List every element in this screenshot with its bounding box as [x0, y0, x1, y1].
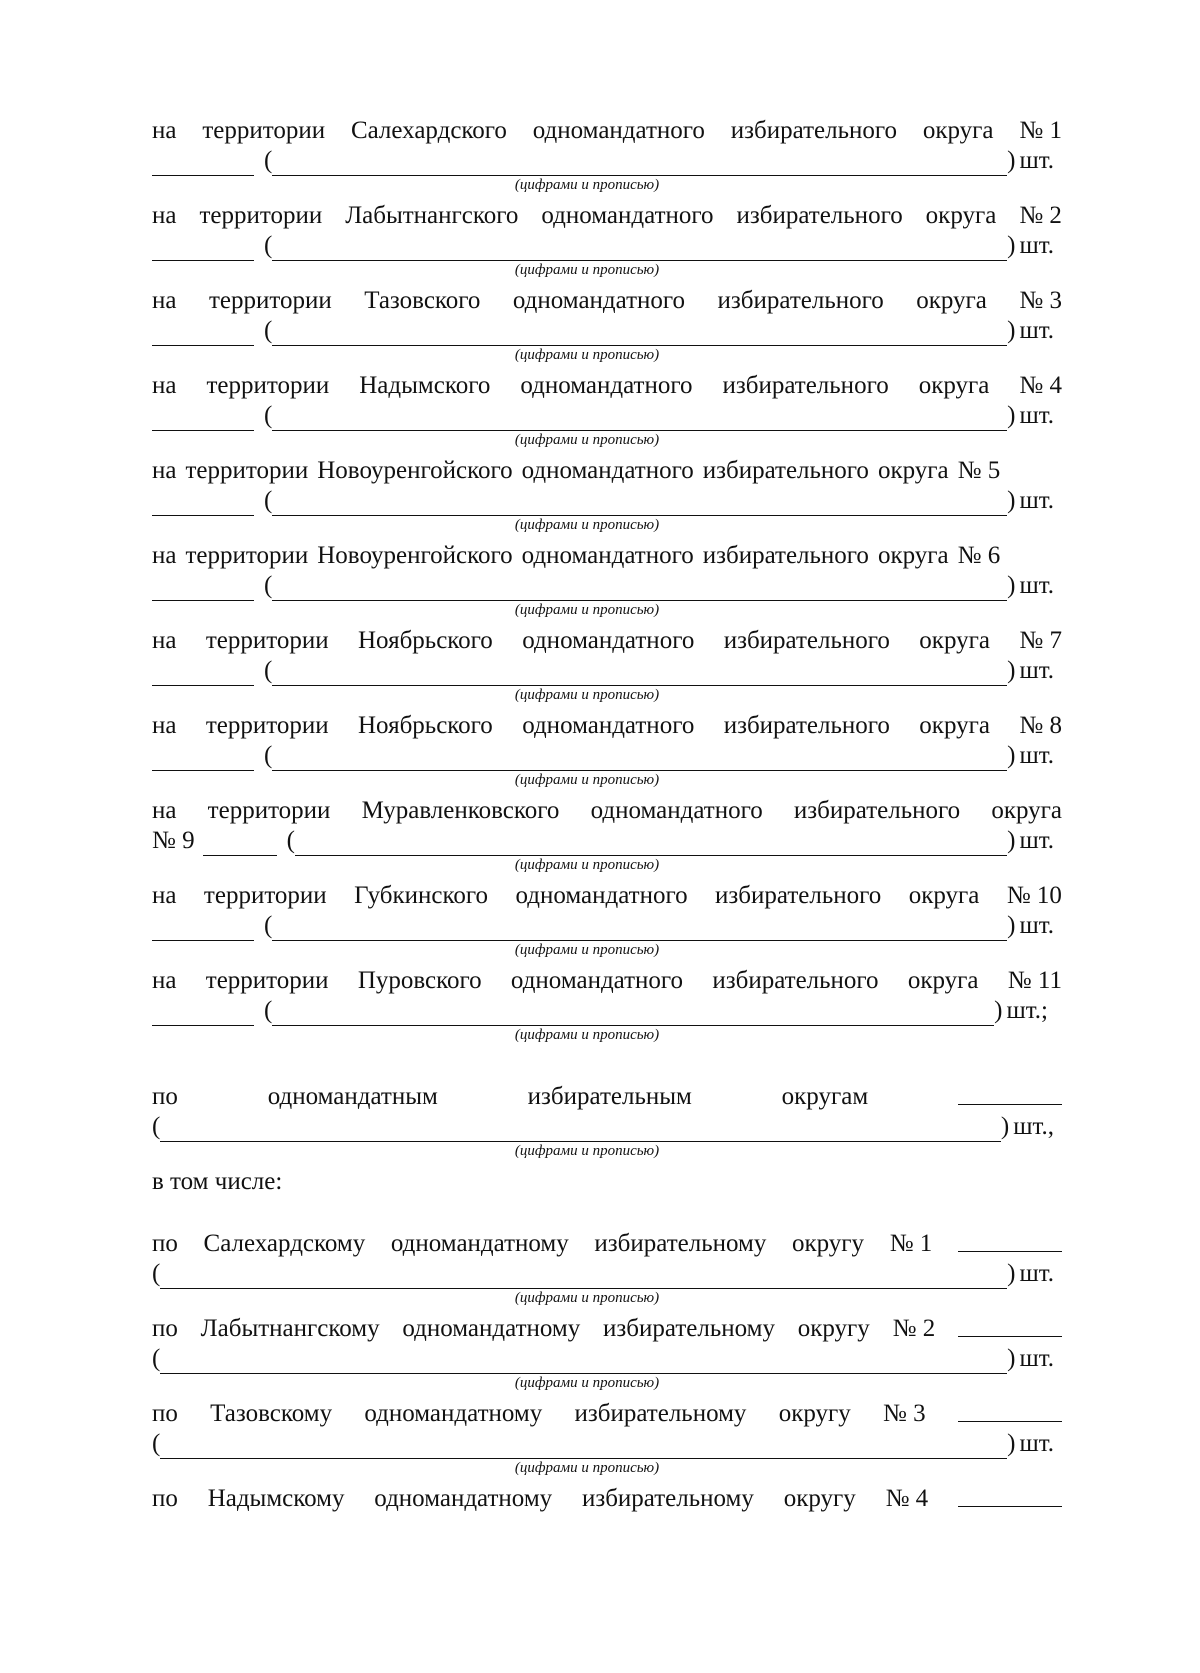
territory-entry	[152, 286, 1062, 371]
district-number: № 8	[1019, 712, 1062, 739]
open-paren: (	[152, 1430, 161, 1457]
entry-blank-line	[152, 1344, 1062, 1374]
word: одномандатному	[390, 1230, 569, 1257]
hint-text: (цифрами и прописью)	[514, 347, 660, 363]
entry-heading	[152, 711, 1062, 741]
word: территории	[205, 712, 329, 739]
word: территории	[205, 627, 329, 654]
entry-heading	[152, 116, 1062, 146]
words-blank[interactable]	[295, 833, 1007, 856]
word: округа	[916, 287, 987, 314]
word: Тазовскому	[210, 1400, 333, 1427]
words-blank[interactable]	[272, 238, 1007, 261]
number-blank[interactable]	[958, 1229, 1062, 1252]
word: одномандатного	[520, 372, 693, 399]
district-number: № 3	[883, 1400, 926, 1427]
word: Новоуренгойского	[317, 542, 513, 569]
unit-label: шт.	[1019, 147, 1054, 174]
territory-entry	[152, 626, 1062, 711]
words-blank[interactable]	[272, 748, 1007, 771]
unit-label: шт.	[1019, 1260, 1054, 1287]
word: одномандатного	[590, 797, 763, 824]
entry-blank-line	[152, 1259, 1062, 1289]
word: одномандатному	[374, 1485, 553, 1512]
number-blank[interactable]	[152, 1003, 254, 1026]
close-paren: )	[1007, 827, 1016, 854]
number-blank[interactable]	[152, 578, 254, 601]
word: на	[152, 372, 177, 399]
word: округу	[791, 1230, 865, 1257]
entry-heading	[152, 371, 1062, 401]
word: округа	[919, 627, 990, 654]
entry-heading	[152, 201, 1062, 231]
unit-label: шт.	[1019, 912, 1054, 939]
district-number: № 10	[1006, 882, 1062, 909]
close-paren: )	[1007, 657, 1016, 684]
word: Муравленковского	[361, 797, 560, 824]
hint-text: (цифрами и прописью)	[514, 857, 660, 873]
word: округа	[922, 117, 994, 144]
words-blank[interactable]	[272, 493, 1007, 516]
word: по	[152, 1315, 178, 1342]
entry-heading	[152, 1314, 1062, 1344]
unit-label: шт.;	[1006, 997, 1048, 1024]
open-paren: (	[152, 1345, 161, 1372]
open-paren: (	[264, 147, 273, 174]
territory-entry	[152, 116, 1062, 201]
open-paren: (	[286, 827, 295, 854]
number-blank[interactable]	[152, 663, 254, 686]
word: на	[152, 712, 177, 739]
territory-entry	[152, 456, 1062, 541]
close-paren: )	[1007, 147, 1016, 174]
entry-heading	[152, 456, 1062, 486]
district-number: № 2	[892, 1315, 936, 1342]
unit-label: шт.	[1019, 657, 1054, 684]
word: избирательного	[702, 542, 869, 569]
words-blank[interactable]	[160, 1351, 1007, 1374]
territory-entry	[152, 201, 1062, 286]
hint-text: (цифрами и прописью)	[514, 687, 660, 703]
close-paren: )	[1007, 572, 1016, 599]
word: округа	[919, 712, 990, 739]
district-entry	[152, 1484, 1062, 1524]
unit-label: шт.	[1019, 317, 1054, 344]
word: на	[152, 202, 177, 229]
word: территории	[199, 202, 323, 229]
open-paren: (	[152, 1113, 161, 1140]
hint-text: (цифрами и прописью)	[514, 772, 660, 788]
number-blank[interactable]	[958, 1314, 1062, 1337]
word: округа	[991, 797, 1062, 824]
close-paren: )	[1007, 912, 1016, 939]
word: Надымскому	[207, 1485, 345, 1512]
entry-blank-line	[152, 1429, 1062, 1459]
number-blank[interactable]	[152, 918, 254, 941]
word: на	[152, 542, 177, 569]
district-entry	[152, 1314, 1062, 1399]
number-blank[interactable]	[152, 238, 254, 261]
word: территории	[208, 287, 332, 314]
words-blank[interactable]	[272, 153, 1007, 176]
entry-heading	[152, 541, 1062, 571]
entry-blank-line	[152, 656, 1062, 686]
close-paren: )	[994, 997, 1003, 1024]
district-number: № 1	[1019, 117, 1062, 144]
unit-label: шт.	[1019, 827, 1054, 854]
entry-blank-line	[152, 486, 1062, 516]
territory-entry	[152, 966, 1062, 1051]
word: округа	[907, 967, 979, 994]
number-blank[interactable]	[152, 408, 254, 431]
word: избирательному	[594, 1230, 767, 1257]
hint-text: (цифрами и прописью)	[514, 432, 660, 448]
word: территории	[185, 457, 309, 484]
word: Салехардского	[350, 117, 507, 144]
word: округа	[908, 882, 980, 909]
close-paren: )	[1007, 232, 1016, 259]
district-entry	[152, 1229, 1062, 1314]
entry-heading	[152, 881, 1062, 911]
word: избирательного	[717, 287, 884, 314]
unit-label: шт.	[1019, 232, 1054, 259]
number-blank[interactable]	[958, 1399, 1062, 1422]
word: на	[152, 882, 177, 909]
number-blank[interactable]	[152, 153, 254, 176]
number-blank[interactable]	[203, 833, 277, 856]
territory-entry	[152, 796, 1062, 881]
open-paren: (	[264, 742, 273, 769]
word: одномандатного	[532, 117, 705, 144]
close-paren: )	[1007, 317, 1016, 344]
word: территории	[206, 372, 330, 399]
unit-label: шт.,	[1013, 1113, 1054, 1140]
word: по	[152, 1230, 178, 1257]
unit-label: шт.	[1019, 742, 1054, 769]
word: Надымского	[359, 372, 491, 399]
entry-blank-line	[152, 826, 1062, 856]
close-paren: )	[1000, 1113, 1010, 1140]
words-blank[interactable]	[272, 408, 1007, 431]
entry-blank-line	[152, 146, 1062, 176]
word: одномандатного	[522, 712, 695, 739]
number-blank[interactable]	[152, 323, 254, 346]
word: избирательного	[712, 967, 879, 994]
words-blank[interactable]	[272, 663, 1007, 686]
open-paren: (	[264, 317, 273, 344]
close-paren: )	[1007, 1430, 1016, 1457]
word: округа	[925, 202, 997, 229]
word: одномандатному	[364, 1400, 543, 1427]
including-label: в том числе:	[152, 1168, 283, 1195]
unit-label: шт.	[1019, 1430, 1054, 1457]
word: избирательного	[723, 712, 890, 739]
entry-blank-line	[152, 401, 1062, 431]
entry-blank-line	[152, 911, 1062, 941]
document-content	[152, 116, 1062, 1524]
word: по	[152, 1400, 178, 1427]
open-paren: (	[152, 1260, 161, 1287]
word: округу	[778, 1400, 851, 1427]
words-blank[interactable]	[160, 1119, 1001, 1142]
word: Салехардскому	[203, 1230, 366, 1257]
territory-entry	[152, 371, 1062, 456]
hint-text: (цифрами и прописью)	[514, 517, 660, 533]
word: избирательного	[723, 627, 890, 654]
word: избирательному	[574, 1400, 747, 1427]
open-paren: (	[264, 487, 273, 514]
open-paren: (	[264, 997, 273, 1024]
open-paren: (	[264, 232, 273, 259]
word: территории	[207, 797, 331, 824]
entry-blank-line	[152, 996, 1062, 1026]
hint-text: (цифрами и прописью)	[514, 177, 660, 193]
word: одномандатному	[402, 1315, 581, 1342]
word: избирательному	[603, 1315, 775, 1342]
word: избирательного	[722, 372, 889, 399]
hint-text: (цифрами и прописью)	[514, 1143, 660, 1159]
word: округу	[797, 1315, 870, 1342]
entry-heading	[152, 1082, 1062, 1112]
hint-text: (цифрами и прописью)	[514, 1290, 660, 1306]
word: одномандатного	[521, 457, 694, 484]
district-entry	[152, 1399, 1062, 1484]
word: одномандатным	[267, 1083, 438, 1110]
entry-blank-line	[152, 741, 1062, 771]
territory-entry	[152, 711, 1062, 796]
district-number: № 11	[1007, 967, 1062, 994]
words-blank[interactable]	[160, 1266, 1007, 1289]
entry-heading	[152, 626, 1062, 656]
number-blank[interactable]	[152, 493, 254, 516]
unit-label: шт.	[1019, 487, 1054, 514]
words-blank[interactable]	[272, 1003, 994, 1026]
summary-entry	[152, 1082, 1062, 1167]
word: территории	[202, 117, 326, 144]
district-number: № 7	[1019, 627, 1062, 654]
open-paren: (	[264, 912, 273, 939]
word: Губкинского	[354, 882, 489, 909]
district-number: № 2	[1019, 202, 1062, 229]
words-blank[interactable]	[160, 1436, 1007, 1459]
close-paren: )	[1007, 1260, 1016, 1287]
number-blank[interactable]	[152, 748, 254, 771]
open-paren: (	[264, 402, 273, 429]
unit-label: шт.	[1019, 402, 1054, 429]
word: на	[152, 287, 177, 314]
number-blank[interactable]	[958, 1484, 1062, 1507]
entry-heading	[152, 966, 1062, 996]
entry-heading	[152, 796, 1062, 826]
hint-text: (цифрами и прописью)	[514, 1460, 660, 1476]
district-number: № 5	[957, 457, 1001, 484]
district-number: № 9	[152, 827, 195, 854]
entry-heading	[152, 1484, 1062, 1514]
entry-heading	[152, 286, 1062, 316]
word: Ноябрьского	[358, 627, 493, 654]
word: одномандатного	[510, 967, 684, 994]
word: на	[152, 967, 177, 994]
territory-entry	[152, 881, 1062, 966]
word: избирательным	[527, 1083, 692, 1110]
word: одномандатного	[512, 287, 686, 314]
entry-heading	[152, 1399, 1062, 1429]
word: на	[152, 457, 177, 484]
close-paren: )	[1007, 1345, 1016, 1372]
number-blank[interactable]	[958, 1082, 1062, 1105]
word: Лабытнангского	[345, 202, 519, 229]
words-blank[interactable]	[272, 323, 1007, 346]
entry-blank-line	[152, 231, 1062, 261]
word: Лабытнангскому	[200, 1315, 380, 1342]
entry-blank-line	[152, 571, 1062, 601]
entry-blank-line	[152, 316, 1062, 346]
word: избирательного	[730, 117, 897, 144]
word: Тазовского	[364, 287, 481, 314]
territory-entry	[152, 541, 1062, 626]
word: округам	[781, 1083, 869, 1110]
word: Новоуренгойского	[317, 457, 513, 484]
word: по	[152, 1083, 178, 1110]
word: округа	[877, 457, 949, 484]
words-blank[interactable]	[272, 578, 1007, 601]
word: округа	[877, 542, 949, 569]
hint-text: (цифрами и прописью)	[514, 602, 660, 618]
word: на	[152, 117, 177, 144]
hint-text: (цифрами и прописью)	[514, 1375, 660, 1391]
entry-blank-line	[152, 1112, 1062, 1142]
hint-text: (цифрами и прописью)	[514, 262, 660, 278]
word: избирательного	[702, 457, 869, 484]
word: на	[152, 797, 177, 824]
words-blank[interactable]	[272, 918, 1007, 941]
word: одномандатного	[515, 882, 688, 909]
district-number: № 3	[1019, 287, 1062, 314]
unit-label: шт.	[1019, 572, 1054, 599]
hint-text: (цифрами и прописью)	[514, 942, 660, 958]
close-paren: )	[1007, 487, 1016, 514]
word: Пуровского	[357, 967, 482, 994]
word: территории	[205, 967, 329, 994]
word: на	[152, 627, 177, 654]
word: одномандатного	[522, 627, 695, 654]
entry-heading	[152, 1229, 1062, 1259]
close-paren: )	[1007, 402, 1016, 429]
district-number: № 4	[1019, 372, 1062, 399]
word: избирательному	[581, 1485, 754, 1512]
open-paren: (	[264, 657, 273, 684]
word: одномандатного	[541, 202, 714, 229]
word: округа	[918, 372, 990, 399]
word: территории	[185, 542, 309, 569]
word: по	[152, 1485, 178, 1512]
district-number: № 6	[957, 542, 1001, 569]
word: Ноябрьского	[358, 712, 493, 739]
hint-text: (цифрами и прописью)	[514, 1027, 660, 1043]
word: избирательного	[715, 882, 882, 909]
word: округу	[783, 1485, 856, 1512]
word: избирательного	[736, 202, 903, 229]
district-number: № 1	[889, 1230, 933, 1257]
close-paren: )	[1007, 742, 1016, 769]
word: территории	[203, 882, 327, 909]
word: одномандатного	[521, 542, 694, 569]
word: избирательного	[793, 797, 961, 824]
district-number: № 4	[885, 1485, 929, 1512]
open-paren: (	[264, 572, 273, 599]
unit-label: шт.	[1019, 1345, 1054, 1372]
